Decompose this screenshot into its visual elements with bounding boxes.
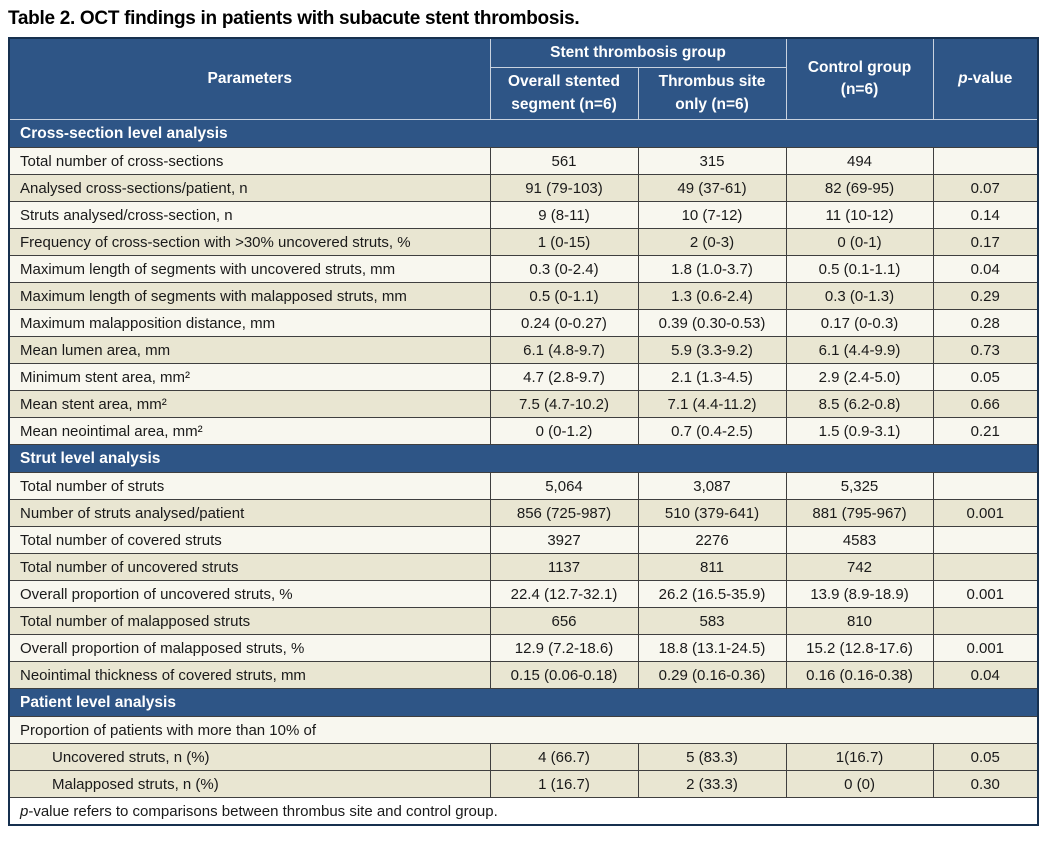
cell-thrombus-site: 0.7 (0.4-2.5) [638,418,786,445]
cell-overall-stented: 0.3 (0-2.4) [490,256,638,283]
col-header-pvalue [933,38,1038,120]
col-header-control-group: Control group (n=6) [786,38,933,120]
cell-thrombus-site: 2 (0-3) [638,229,786,256]
cell-pvalue: 0.14 [933,202,1038,229]
cell-control-group: 15.2 (12.8-17.6) [786,635,933,662]
cell-thrombus-site: 0.39 (0.30-0.53) [638,310,786,337]
footnote-italic-p: p [20,802,29,820]
table-row [9,500,1038,527]
cell-pvalue: 0.17 [933,229,1038,256]
row-label: Uncovered struts, n (%) [9,744,490,771]
cell-control-group: 742 [786,554,933,581]
cell-thrombus-site: 1.3 (0.6-2.4) [638,283,786,310]
table-row [9,608,1038,635]
cell-pvalue: 0.21 [933,418,1038,445]
cell-control-group: 4583 [786,527,933,554]
section-header: Patient level analysis [9,689,1038,717]
cell-control-group: 881 (795-967) [786,500,933,527]
cell-thrombus-site: 811 [638,554,786,581]
row-intro-label: Proportion of patients with more than 10% of [9,717,1038,744]
cell-control-group: 8.5 (6.2-0.8) [786,391,933,418]
table-row [9,283,1038,310]
row-label: Total number of covered struts [9,527,490,554]
cell-pvalue: 0.001 [933,581,1038,608]
cell-control-group: 0.3 (0-1.3) [786,283,933,310]
cell-overall-stented: 22.4 (12.7-32.1) [490,581,638,608]
cell-control-group: 494 [786,148,933,175]
cell-control-group: 0.5 (0.1-1.1) [786,256,933,283]
cell-thrombus-site: 49 (37-61) [638,175,786,202]
row-label: Number of struts analysed/patient [9,500,490,527]
table-row [9,771,1038,798]
cell-pvalue: 0.05 [933,744,1038,771]
cell-pvalue: 0.04 [933,662,1038,689]
cell-overall-stented: 6.1 (4.8-9.7) [490,337,638,364]
cell-thrombus-site: 2 (33.3) [638,771,786,798]
table-row [9,744,1038,771]
row-label: Total number of struts [9,473,490,500]
table-row [9,364,1038,391]
table-header [9,38,1038,120]
table-row [9,310,1038,337]
table-row [9,337,1038,364]
row-label: Minimum stent area, mm² [9,364,490,391]
cell-pvalue: 0.001 [933,635,1038,662]
row-label: Mean neointimal area, mm² [9,418,490,445]
cell-thrombus-site: 2.1 (1.3-4.5) [638,364,786,391]
cell-pvalue [933,148,1038,175]
row-label: Overall proportion of malapposed struts, % [9,635,490,662]
table-row [9,527,1038,554]
cell-overall-stented: 0.15 (0.06-0.18) [490,662,638,689]
cell-pvalue [933,473,1038,500]
footnote-text: -value refers to comparisons between thrombus site and control group. [28,802,498,820]
cell-overall-stented: 7.5 (4.7-10.2) [490,391,638,418]
cell-thrombus-site: 2276 [638,527,786,554]
table-row [9,175,1038,202]
cell-thrombus-site: 583 [638,608,786,635]
table-row [9,554,1038,581]
cell-overall-stented: 561 [490,148,638,175]
cell-pvalue: 0.001 [933,500,1038,527]
table-body [9,120,1038,798]
cell-overall-stented: 5,064 [490,473,638,500]
table-row [9,662,1038,689]
row-label: Mean stent area, mm² [9,391,490,418]
table-row [9,391,1038,418]
cell-pvalue: 0.28 [933,310,1038,337]
cell-overall-stented: 1 (0-15) [490,229,638,256]
cell-thrombus-site: 5.9 (3.3-9.2) [638,337,786,364]
row-label: Total number of cross-sections [9,148,490,175]
cell-pvalue [933,554,1038,581]
row-label: Overall proportion of uncovered struts, % [9,581,490,608]
section-header: Cross-section level analysis [9,120,1038,148]
row-label: Neointimal thickness of covered struts, mm [9,662,490,689]
pvalue-suffix: -value [967,69,1013,87]
cell-control-group: 13.9 (8.9-18.9) [786,581,933,608]
cell-thrombus-site: 18.8 (13.1-24.5) [638,635,786,662]
cell-control-group: 2.9 (2.4-5.0) [786,364,933,391]
cell-control-group: 6.1 (4.4-9.9) [786,337,933,364]
cell-thrombus-site: 1.8 (1.0-3.7) [638,256,786,283]
cell-thrombus-site: 0.29 (0.16-0.36) [638,662,786,689]
table-row [9,581,1038,608]
cell-thrombus-site: 7.1 (4.4-11.2) [638,391,786,418]
cell-control-group: 1.5 (0.9-3.1) [786,418,933,445]
cell-control-group: 11 (10-12) [786,202,933,229]
cell-thrombus-site: 10 (7-12) [638,202,786,229]
row-label: Maximum malapposition distance, mm [9,310,490,337]
row-label: Analysed cross-sections/patient, n [9,175,490,202]
cell-overall-stented: 4.7 (2.8-9.7) [490,364,638,391]
cell-thrombus-site: 26.2 (16.5-35.9) [638,581,786,608]
footnote [9,798,1038,825]
row-label: Maximum length of segments with uncovered struts, mm [9,256,490,283]
row-label: Frequency of cross-section with >30% uncovered struts, % [9,229,490,256]
table-row [9,635,1038,662]
cell-pvalue: 0.73 [933,337,1038,364]
oct-findings-table [8,37,1039,826]
cell-pvalue [933,608,1038,635]
cell-control-group: 82 (69-95) [786,175,933,202]
cell-overall-stented: 0.24 (0-0.27) [490,310,638,337]
cell-overall-stented: 0 (0-1.2) [490,418,638,445]
cell-overall-stented: 4 (66.7) [490,744,638,771]
cell-thrombus-site: 5 (83.3) [638,744,786,771]
col-header-parameters: Parameters [9,38,490,120]
cell-control-group: 0 (0-1) [786,229,933,256]
cell-overall-stented: 91 (79-103) [490,175,638,202]
cell-pvalue: 0.66 [933,391,1038,418]
cell-control-group: 0.17 (0-0.3) [786,310,933,337]
col-header-thrombus-site: Thrombus site only (n=6) [638,68,786,120]
table-row [9,229,1038,256]
row-label: Malapposed struts, n (%) [9,771,490,798]
table-footer [9,798,1038,825]
row-label: Total number of uncovered struts [9,554,490,581]
cell-overall-stented: 1137 [490,554,638,581]
pvalue-italic-p: p [958,69,968,87]
cell-control-group: 0 (0) [786,771,933,798]
cell-control-group: 810 [786,608,933,635]
cell-thrombus-site: 315 [638,148,786,175]
cell-pvalue: 0.29 [933,283,1038,310]
table-row [9,418,1038,445]
table-row [9,202,1038,229]
cell-thrombus-site: 3,087 [638,473,786,500]
cell-thrombus-site: 510 (379-641) [638,500,786,527]
cell-control-group: 5,325 [786,473,933,500]
row-label: Struts analysed/cross-section, n [9,202,490,229]
table-row [9,256,1038,283]
cell-overall-stented: 0.5 (0-1.1) [490,283,638,310]
cell-pvalue: 0.30 [933,771,1038,798]
cell-overall-stented: 1 (16.7) [490,771,638,798]
table-title: Table 2. OCT findings in patients with subacute stent thrombosis. [8,8,580,29]
cell-control-group: 0.16 (0.16-0.38) [786,662,933,689]
row-label: Mean lumen area, mm [9,337,490,364]
col-header-overall-stented: Overall stented segment (n=6) [490,68,638,120]
cell-control-group: 1(16.7) [786,744,933,771]
cell-pvalue [933,527,1038,554]
cell-overall-stented: 656 [490,608,638,635]
cell-pvalue: 0.07 [933,175,1038,202]
row-label: Maximum length of segments with malapposed struts, mm [9,283,490,310]
cell-overall-stented: 3927 [490,527,638,554]
cell-overall-stented: 856 (725-987) [490,500,638,527]
col-header-stent-thrombosis-group: Stent thrombosis group [490,38,786,68]
table-row [9,148,1038,175]
cell-overall-stented: 12.9 (7.2-18.6) [490,635,638,662]
row-label: Total number of malapposed struts [9,608,490,635]
cell-pvalue: 0.04 [933,256,1038,283]
cell-overall-stented: 9 (8-11) [490,202,638,229]
table-row [9,473,1038,500]
cell-pvalue: 0.05 [933,364,1038,391]
section-header: Strut level analysis [9,445,1038,473]
